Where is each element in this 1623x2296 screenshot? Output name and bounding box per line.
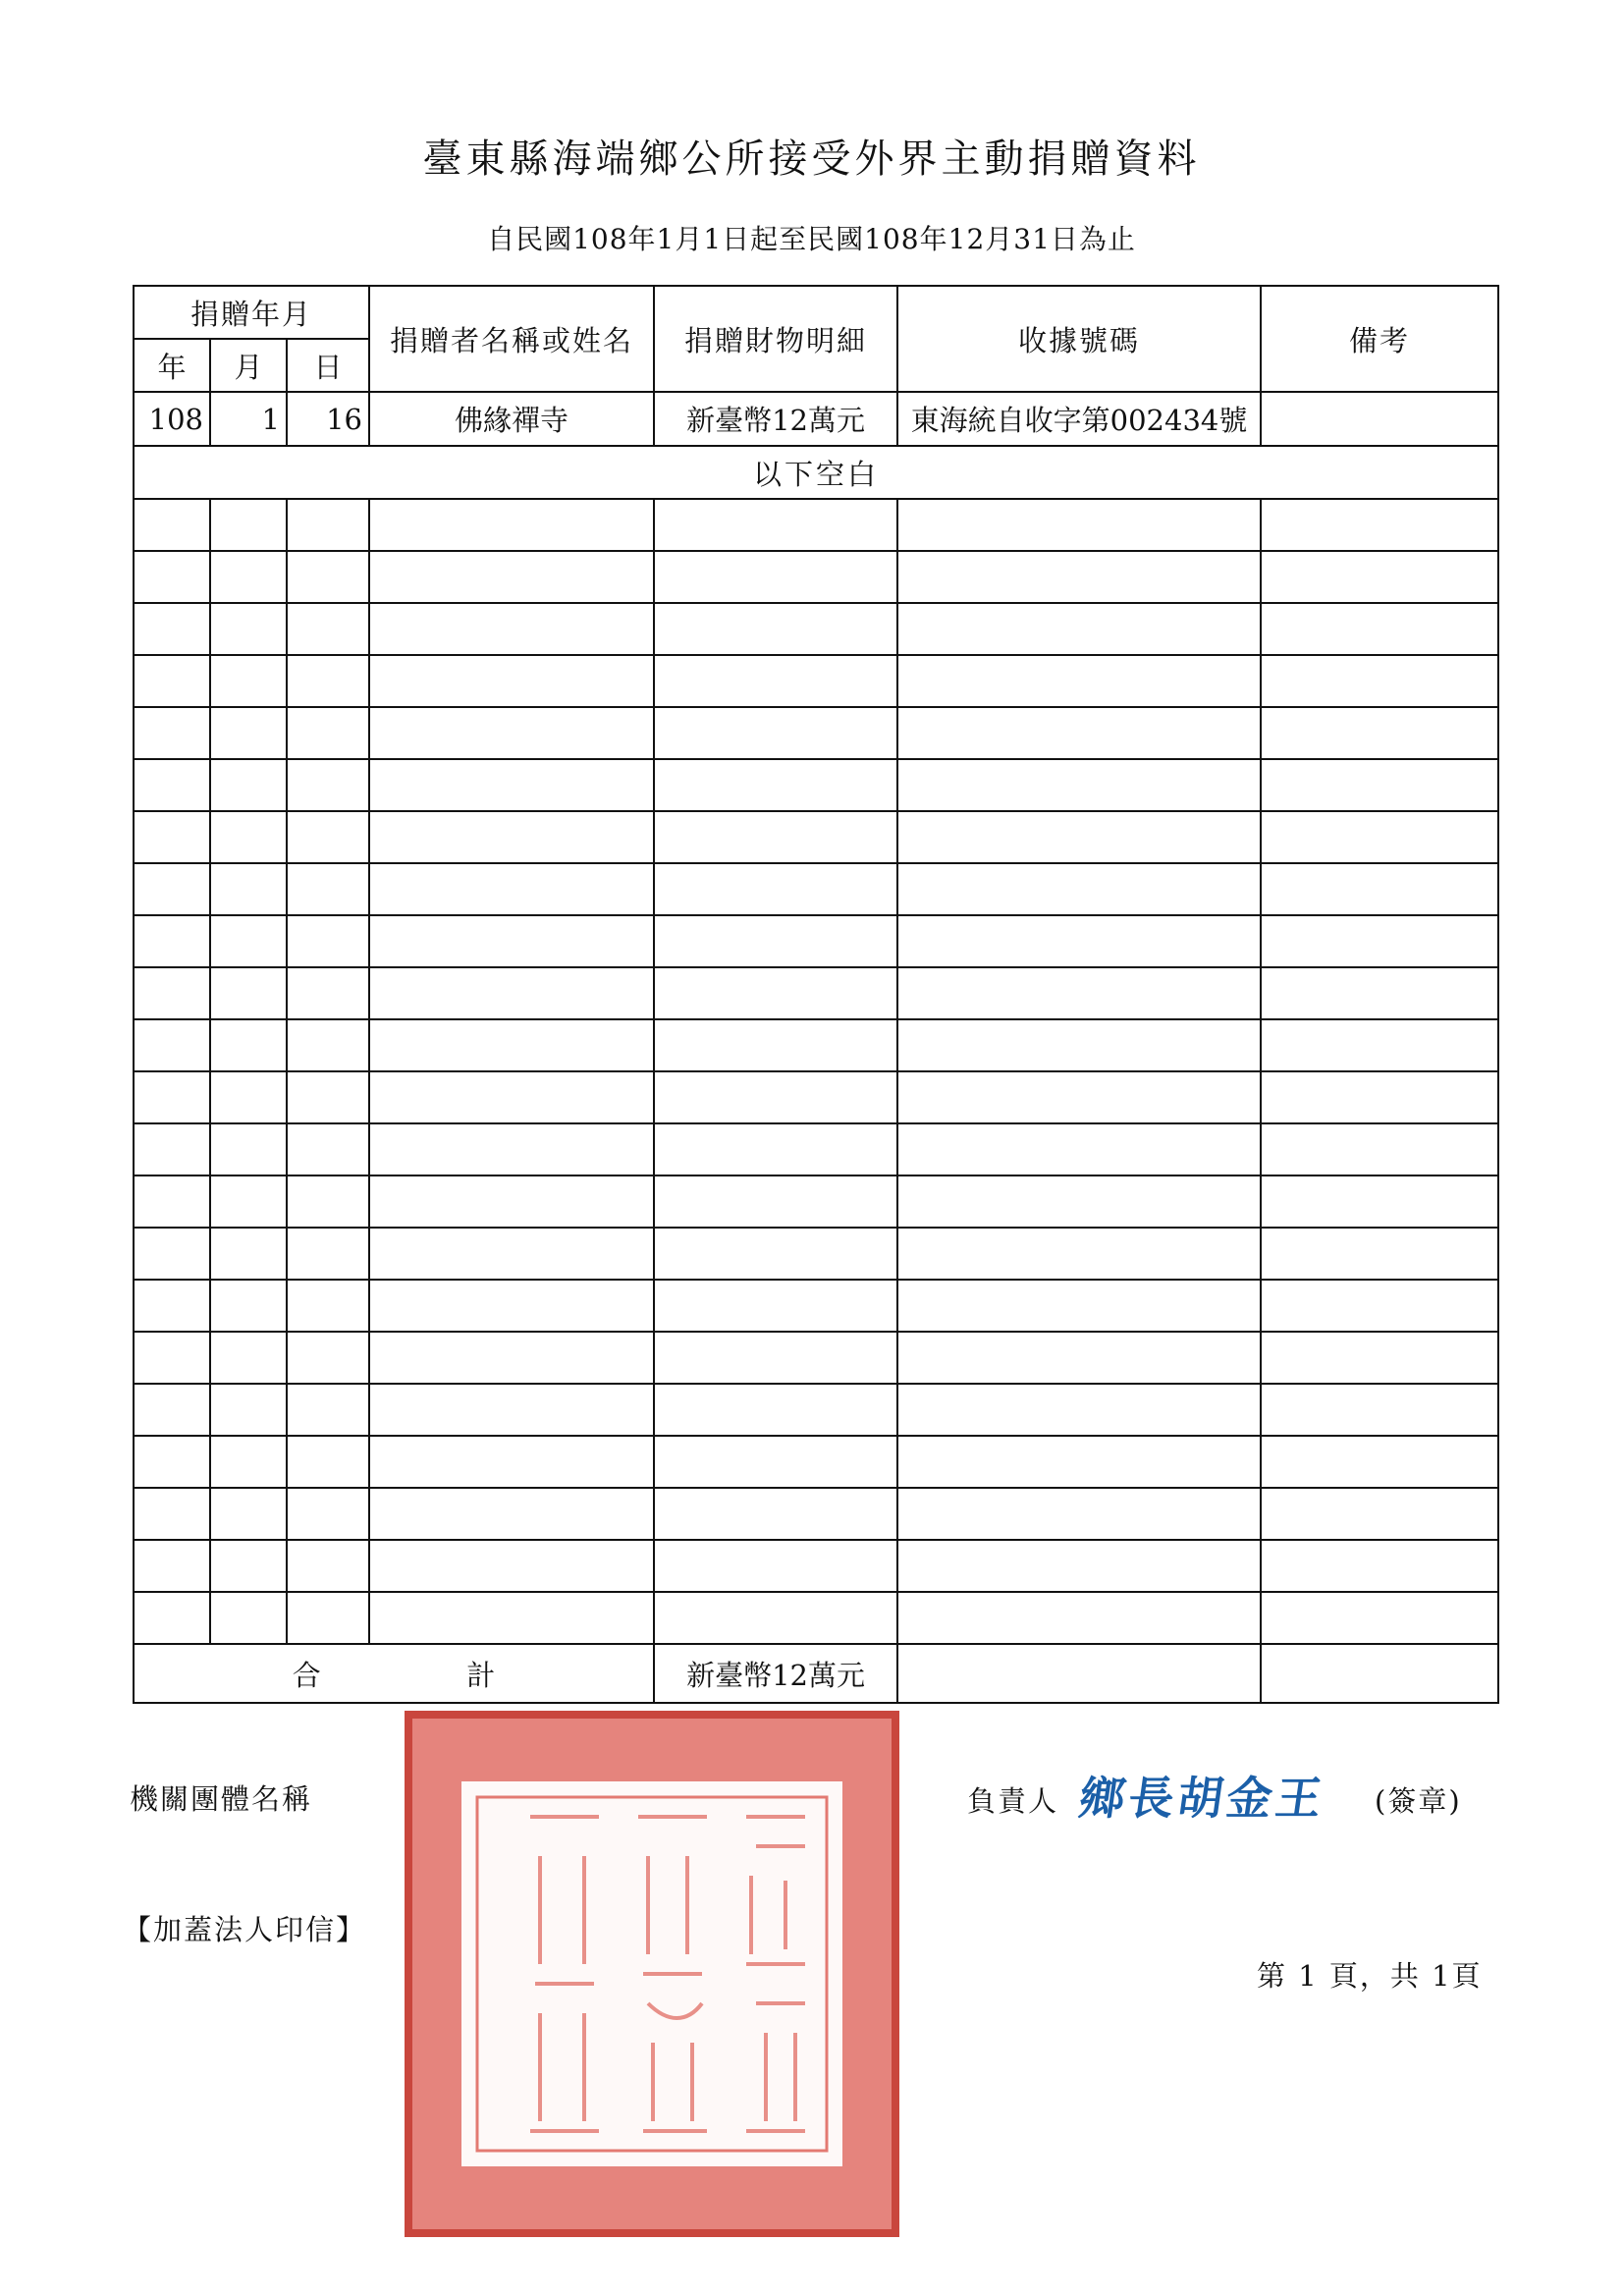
empty-cell <box>134 1280 210 1332</box>
empty-cell <box>287 499 369 551</box>
empty-cell <box>134 1488 210 1540</box>
empty-cell <box>654 915 897 967</box>
empty-cell <box>134 707 210 759</box>
empty-table-row <box>134 1384 1498 1436</box>
empty-cell <box>1261 863 1498 915</box>
empty-cell <box>654 1071 897 1123</box>
empty-cell <box>897 1280 1261 1332</box>
empty-cell <box>654 759 897 811</box>
empty-cell <box>369 1019 654 1071</box>
empty-cell <box>654 967 897 1019</box>
empty-cell <box>369 759 654 811</box>
empty-cell <box>1261 1280 1498 1332</box>
empty-cell <box>654 1280 897 1332</box>
empty-cell <box>210 1540 287 1592</box>
empty-cell <box>134 1071 210 1123</box>
empty-cell <box>134 967 210 1019</box>
empty-cell <box>897 551 1261 603</box>
empty-cell <box>369 707 654 759</box>
empty-cell <box>369 1123 654 1175</box>
empty-table-row <box>134 499 1498 551</box>
empty-cell <box>897 603 1261 655</box>
empty-cell <box>210 811 287 863</box>
empty-cell <box>1261 1123 1498 1175</box>
empty-cell <box>287 1280 369 1332</box>
empty-cell <box>210 1123 287 1175</box>
empty-cell <box>287 1592 369 1644</box>
empty-cell <box>897 1071 1261 1123</box>
empty-cell <box>897 863 1261 915</box>
org-name-label: 機關團體名稱 <box>130 1782 313 1816</box>
empty-table-row <box>134 1019 1498 1071</box>
total-row <box>134 1644 1498 1703</box>
empty-cell <box>369 1436 654 1488</box>
empty-cell <box>897 499 1261 551</box>
empty-table-row <box>134 1280 1498 1332</box>
empty-cell <box>897 1592 1261 1644</box>
empty-cell <box>134 863 210 915</box>
document-title: 臺東縣海端鄉公所接受外界主動捐贈資料 <box>422 137 1201 182</box>
empty-cell <box>134 1175 210 1228</box>
empty-cell <box>210 707 287 759</box>
empty-cell <box>369 551 654 603</box>
empty-cell <box>369 499 654 551</box>
empty-cell <box>369 1384 654 1436</box>
empty-cell <box>369 1592 654 1644</box>
empty-cell <box>897 811 1261 863</box>
empty-table-row <box>134 811 1498 863</box>
empty-cell <box>210 1332 287 1384</box>
total-remarks-cell <box>1261 1644 1498 1703</box>
empty-cell <box>210 655 287 707</box>
empty-cell <box>897 1436 1261 1488</box>
empty-cell <box>369 1540 654 1592</box>
empty-cell <box>134 1123 210 1175</box>
empty-cell <box>287 1436 369 1488</box>
empty-table-row <box>134 1071 1498 1123</box>
empty-cell <box>654 811 897 863</box>
empty-cell <box>1261 967 1498 1019</box>
empty-cell <box>654 603 897 655</box>
total-label <box>134 1644 654 1703</box>
empty-cell <box>287 655 369 707</box>
blank-note-row <box>134 446 1498 499</box>
sign-seal-label: (簽章) <box>1375 1784 1462 1818</box>
empty-cell <box>210 1488 287 1540</box>
empty-cell <box>369 603 654 655</box>
empty-cell <box>134 655 210 707</box>
empty-cell <box>369 1332 654 1384</box>
seal-note: 【加蓋法人印信】 <box>123 1913 367 1946</box>
empty-cell <box>287 915 369 967</box>
empty-table-row <box>134 1488 1498 1540</box>
empty-cell <box>897 1123 1261 1175</box>
empty-cell <box>654 1592 897 1644</box>
empty-cell <box>134 759 210 811</box>
empty-cell <box>897 1540 1261 1592</box>
empty-cell <box>897 1384 1261 1436</box>
empty-cell <box>210 1280 287 1332</box>
empty-cell <box>654 1488 897 1540</box>
empty-cell <box>210 1175 287 1228</box>
empty-table-row <box>134 603 1498 655</box>
cell-item: 新臺幣12萬元 <box>654 392 897 446</box>
empty-cell <box>134 811 210 863</box>
empty-table-row <box>134 1592 1498 1644</box>
empty-cell <box>134 1540 210 1592</box>
empty-cell <box>654 1436 897 1488</box>
empty-cell <box>369 967 654 1019</box>
empty-cell <box>134 1436 210 1488</box>
cell-donor: 佛緣禪寺 <box>369 392 654 446</box>
empty-cell <box>210 603 287 655</box>
empty-cell <box>897 1228 1261 1280</box>
empty-cell <box>210 915 287 967</box>
empty-cell <box>287 707 369 759</box>
empty-cell <box>654 707 897 759</box>
total-value: 新臺幣12萬元 <box>654 1644 897 1703</box>
empty-cell <box>287 759 369 811</box>
empty-cell <box>287 1228 369 1280</box>
total-label-1: 合 <box>292 1658 321 1692</box>
signature: 鄉長胡金王 <box>1075 1772 1329 1825</box>
empty-cell <box>369 1488 654 1540</box>
empty-cell <box>897 707 1261 759</box>
empty-cell <box>369 1175 654 1228</box>
empty-cell <box>287 551 369 603</box>
page-info: 第 1 頁，共 1頁 <box>1257 1959 1483 1993</box>
table-header-row <box>134 286 1498 339</box>
empty-cell <box>369 655 654 707</box>
empty-cell <box>897 915 1261 967</box>
empty-cell <box>210 499 287 551</box>
empty-cell <box>654 1332 897 1384</box>
header-day: 日 <box>287 339 369 392</box>
empty-cell <box>1261 1540 1498 1592</box>
responsible-label: 負責人 <box>967 1784 1059 1818</box>
empty-cell <box>1261 1592 1498 1644</box>
empty-cell <box>897 1332 1261 1384</box>
empty-cell <box>654 1384 897 1436</box>
empty-cell <box>134 1019 210 1071</box>
empty-cell <box>897 655 1261 707</box>
empty-rows <box>134 499 1498 1644</box>
empty-cell <box>287 811 369 863</box>
empty-cell <box>134 499 210 551</box>
empty-table-row <box>134 1175 1498 1228</box>
empty-cell <box>1261 603 1498 655</box>
empty-cell <box>210 551 287 603</box>
empty-cell <box>1261 1071 1498 1123</box>
empty-cell <box>654 1019 897 1071</box>
header-remarks: 備考 <box>1261 286 1498 392</box>
cell-day: 16 <box>287 392 369 446</box>
empty-cell <box>654 863 897 915</box>
empty-cell <box>210 1592 287 1644</box>
header-donor: 捐贈者名稱或姓名 <box>369 286 654 392</box>
empty-cell <box>897 1175 1261 1228</box>
empty-cell <box>1261 811 1498 863</box>
empty-cell <box>210 759 287 811</box>
empty-cell <box>654 499 897 551</box>
empty-cell <box>134 915 210 967</box>
empty-cell <box>1261 707 1498 759</box>
cell-remarks <box>1261 392 1498 446</box>
empty-cell <box>210 863 287 915</box>
empty-cell <box>210 1228 287 1280</box>
empty-cell <box>369 1071 654 1123</box>
header-item: 捐贈財物明細 <box>654 286 897 392</box>
empty-cell <box>654 1175 897 1228</box>
empty-cell <box>134 1228 210 1280</box>
empty-cell <box>1261 1228 1498 1280</box>
empty-cell <box>210 1071 287 1123</box>
document-subtitle: 自民國108年1月1日起至民國108年12月31日為止 <box>487 223 1136 255</box>
empty-cell <box>134 1384 210 1436</box>
empty-cell <box>369 915 654 967</box>
empty-cell <box>897 967 1261 1019</box>
empty-cell <box>134 551 210 603</box>
empty-cell <box>1261 1019 1498 1071</box>
empty-cell <box>654 1123 897 1175</box>
empty-cell <box>134 603 210 655</box>
table-row <box>134 392 1498 446</box>
empty-cell <box>287 1019 369 1071</box>
empty-cell <box>1261 1384 1498 1436</box>
empty-cell <box>1261 1175 1498 1228</box>
header-receipt: 收據號碼 <box>897 286 1261 392</box>
cell-year: 108 <box>134 392 210 446</box>
empty-cell <box>654 1540 897 1592</box>
empty-table-row <box>134 967 1498 1019</box>
empty-cell <box>1261 759 1498 811</box>
empty-table-row <box>134 1540 1498 1592</box>
empty-table-row <box>134 915 1498 967</box>
blank-note: 以下空白 <box>134 446 1498 499</box>
empty-cell <box>654 655 897 707</box>
empty-cell <box>1261 1332 1498 1384</box>
header-month: 月 <box>210 339 287 392</box>
header-year: 年 <box>134 339 210 392</box>
cell-month: 1 <box>210 392 287 446</box>
empty-cell <box>369 1228 654 1280</box>
empty-cell <box>134 1332 210 1384</box>
empty-table-row <box>134 1332 1498 1384</box>
header-donation-date: 捐贈年月 <box>134 286 369 339</box>
empty-table-row <box>134 1436 1498 1488</box>
empty-table-row <box>134 863 1498 915</box>
empty-cell <box>287 1123 369 1175</box>
empty-cell <box>287 863 369 915</box>
empty-cell <box>1261 1436 1498 1488</box>
official-seal-stamp <box>403 1709 901 2239</box>
empty-cell <box>287 1071 369 1123</box>
cell-receipt: 東海統自收字第002434號 <box>897 392 1261 446</box>
empty-cell <box>1261 655 1498 707</box>
empty-cell <box>287 1332 369 1384</box>
empty-table-row <box>134 551 1498 603</box>
empty-cell <box>1261 499 1498 551</box>
donation-table <box>133 285 1499 1704</box>
empty-cell <box>654 1228 897 1280</box>
empty-cell <box>210 1019 287 1071</box>
empty-cell <box>897 1488 1261 1540</box>
empty-cell <box>287 1384 369 1436</box>
empty-cell <box>287 967 369 1019</box>
empty-cell <box>897 1019 1261 1071</box>
empty-table-row <box>134 707 1498 759</box>
empty-table-row <box>134 655 1498 707</box>
empty-cell <box>369 863 654 915</box>
empty-table-row <box>134 759 1498 811</box>
empty-cell <box>287 1488 369 1540</box>
empty-cell <box>1261 1488 1498 1540</box>
empty-cell <box>287 1540 369 1592</box>
empty-table-row <box>134 1228 1498 1280</box>
total-receipt-cell <box>897 1644 1261 1703</box>
empty-cell <box>369 811 654 863</box>
total-label-2: 計 <box>466 1658 496 1692</box>
empty-cell <box>369 1280 654 1332</box>
empty-cell <box>287 603 369 655</box>
empty-cell <box>654 551 897 603</box>
empty-cell <box>897 759 1261 811</box>
empty-cell <box>1261 915 1498 967</box>
empty-cell <box>210 967 287 1019</box>
empty-table-row <box>134 1123 1498 1175</box>
empty-cell <box>210 1436 287 1488</box>
empty-cell <box>1261 551 1498 603</box>
empty-cell <box>134 1592 210 1644</box>
empty-cell <box>210 1384 287 1436</box>
empty-cell <box>287 1175 369 1228</box>
